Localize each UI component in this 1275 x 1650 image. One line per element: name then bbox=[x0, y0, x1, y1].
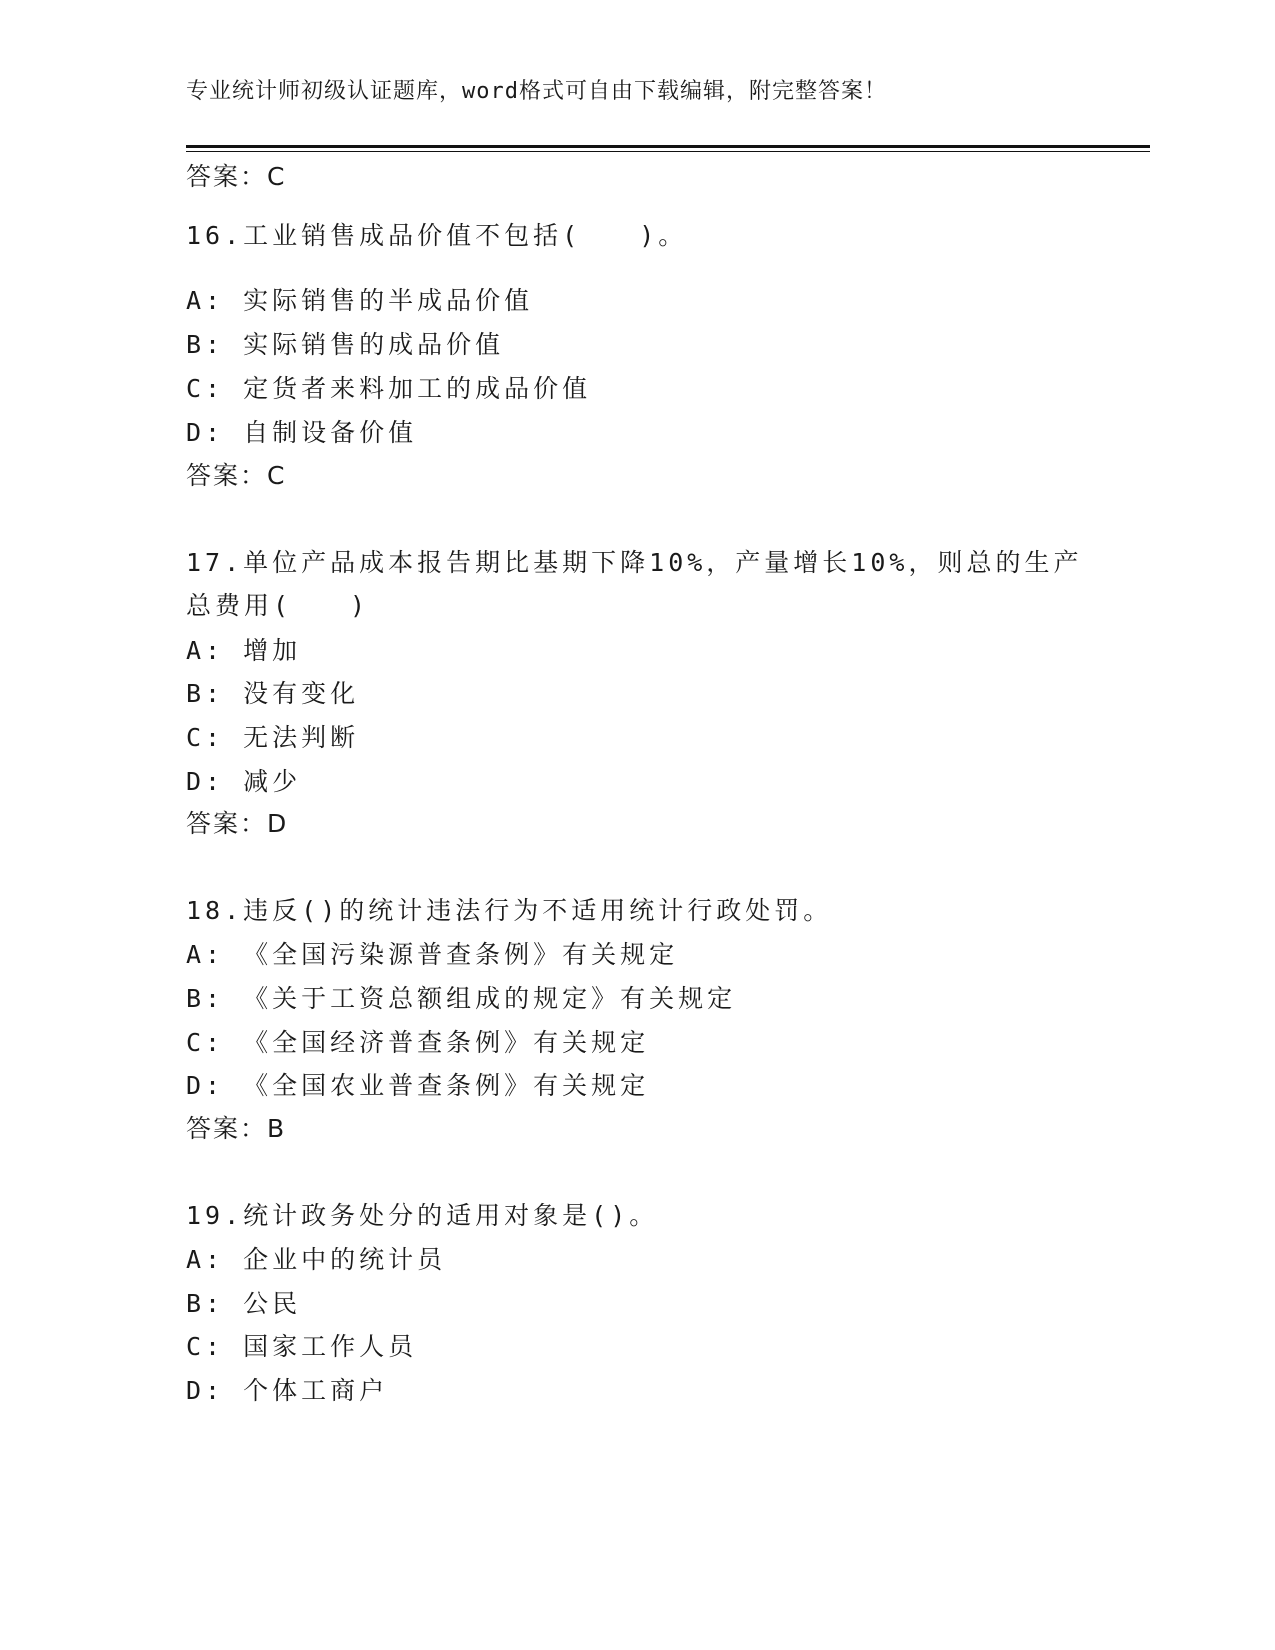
question-18-option-b: B: 《关于工资总额组成的规定》有关规定 bbox=[186, 984, 737, 1013]
question-19-stem: 19.统计政务处分的适用对象是()。 bbox=[186, 1201, 659, 1230]
question-18-option-c: C: 《全国经济普查条例》有关规定 bbox=[186, 1028, 650, 1057]
question-16-stem: 16.工业销售成品价值不包括( )。 bbox=[186, 221, 688, 250]
question-17-stem-line2: 总费用( ) bbox=[186, 591, 370, 620]
question-19-option-c: C: 国家工作人员 bbox=[186, 1332, 418, 1361]
question-18-option-d: D: 《全国农业普查条例》有关规定 bbox=[186, 1071, 650, 1100]
question-16-option-d: D: 自制设备价值 bbox=[186, 418, 418, 447]
answer-18: 答案：B bbox=[186, 1114, 287, 1143]
header-rule-thick bbox=[186, 145, 1150, 148]
question-17-stem-line1: 17.单位产品成本报告期比基期下降10%，产量增长10%，则总的生产 bbox=[186, 548, 1083, 577]
answer-17: 答案：D bbox=[186, 809, 289, 838]
answer-16: 答案：C bbox=[186, 461, 287, 490]
question-19-option-a: A: 企业中的统计员 bbox=[186, 1245, 447, 1274]
question-17-option-c: C: 无法判断 bbox=[186, 723, 360, 752]
question-17-option-a: A: 增加 bbox=[186, 636, 302, 665]
question-19-option-d: D: 个体工商户 bbox=[186, 1376, 389, 1405]
question-17-option-b: B: 没有变化 bbox=[186, 679, 360, 708]
question-16-option-c: C: 定货者来料加工的成品价值 bbox=[186, 374, 592, 403]
question-18-option-a: A: 《全国污染源普查条例》有关规定 bbox=[186, 940, 679, 969]
question-16-option-a: A: 实际销售的半成品价值 bbox=[186, 286, 534, 315]
question-19-option-b: B: 公民 bbox=[186, 1289, 302, 1318]
question-17-option-d: D: 减少 bbox=[186, 767, 302, 796]
question-18-stem: 18.违反()的统计违法行为不适用统计行政处罚。 bbox=[186, 896, 833, 925]
page-header: 专业统计师初级认证题库，word格式可自由下载编辑，附完整答案！ bbox=[186, 79, 887, 104]
question-16-option-b: B: 实际销售的成品价值 bbox=[186, 330, 505, 359]
answer-15: 答案：C bbox=[186, 162, 287, 191]
header-rule-thin bbox=[186, 151, 1150, 152]
